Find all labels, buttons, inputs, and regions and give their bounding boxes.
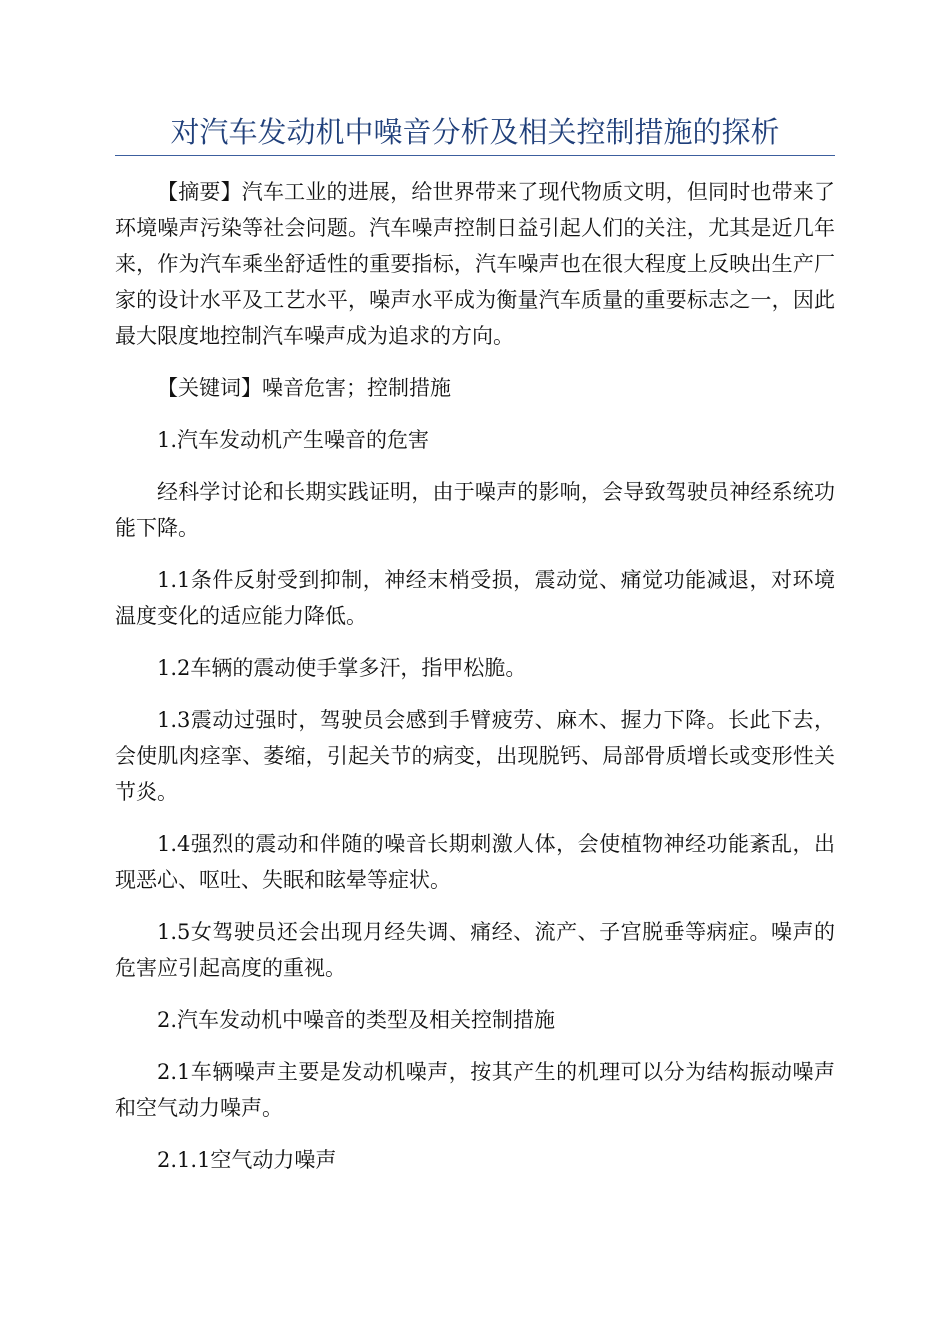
body-paragraph: 1.5女驾驶员还会出现月经失调、痛经、流产、子宫脱垂等病症。噪声的危害应引起高度的重视。 <box>115 920 835 980</box>
section-heading-1: 1.汽车发动机产生噪音的危害 <box>157 428 430 452</box>
body-paragraph: 1.1条件反射受到抑制，神经末梢受损，震动觉、痛觉功能减退，对环境温度变化的适应能力降低。 <box>115 568 835 628</box>
body-paragraph: 1.3震动过强时，驾驶员会感到手臂疲劳、麻木、握力下降。长此下去，会使肌肉痉挛、萎缩，引起关节的病变，出现脱钙、局部骨质增长或变形性关节炎。 <box>115 708 835 804</box>
keywords-paragraph: 【关键词】噪音危害；控制措施 <box>157 376 451 400</box>
body-paragraph: 2.1车辆噪声主要是发动机噪声，按其产生的机理可以分为结构振动噪声和空气动力噪声。 <box>115 1060 835 1120</box>
document-title: 对汽车发动机中噪音分析及相关控制措施的探析 <box>170 115 780 149</box>
document-body <box>115 174 835 1194</box>
abstract-paragraph: 【摘要】汽车工业的进展，给世界带来了现代物质文明，但同时也带来了环境噪声污染等社会问题。汽车噪声控制日益引起人们的关注，尤其是近几年来，作为汽车乘坐舒适性的重要指标，汽车噪声也在很大程度上反映出生产厂家的设计水平及工艺水平，噪声水平成为衡量汽车质量的重要标志之一，因此最大限度地控制汽车噪声成为追求的方向。 <box>115 180 835 348</box>
section-heading-2: 2.汽车发动机中噪音的类型及相关控制措施 <box>157 1008 556 1032</box>
subsection-heading: 2.1.1空气动力噪声 <box>157 1148 337 1172</box>
body-paragraph: 1.2车辆的震动使手掌多汗，指甲松脆。 <box>157 656 527 680</box>
body-paragraph: 经科学讨论和长期实践证明，由于噪声的影响，会导致驾驶员神经系统功能下降。 <box>115 480 835 540</box>
body-paragraph: 1.4强烈的震动和伴随的噪音长期刺激人体，会使植物神经功能紊乱，出现恶心、呕吐、失眠和眩晕等症状。 <box>115 832 835 892</box>
title-underline <box>115 155 835 156</box>
